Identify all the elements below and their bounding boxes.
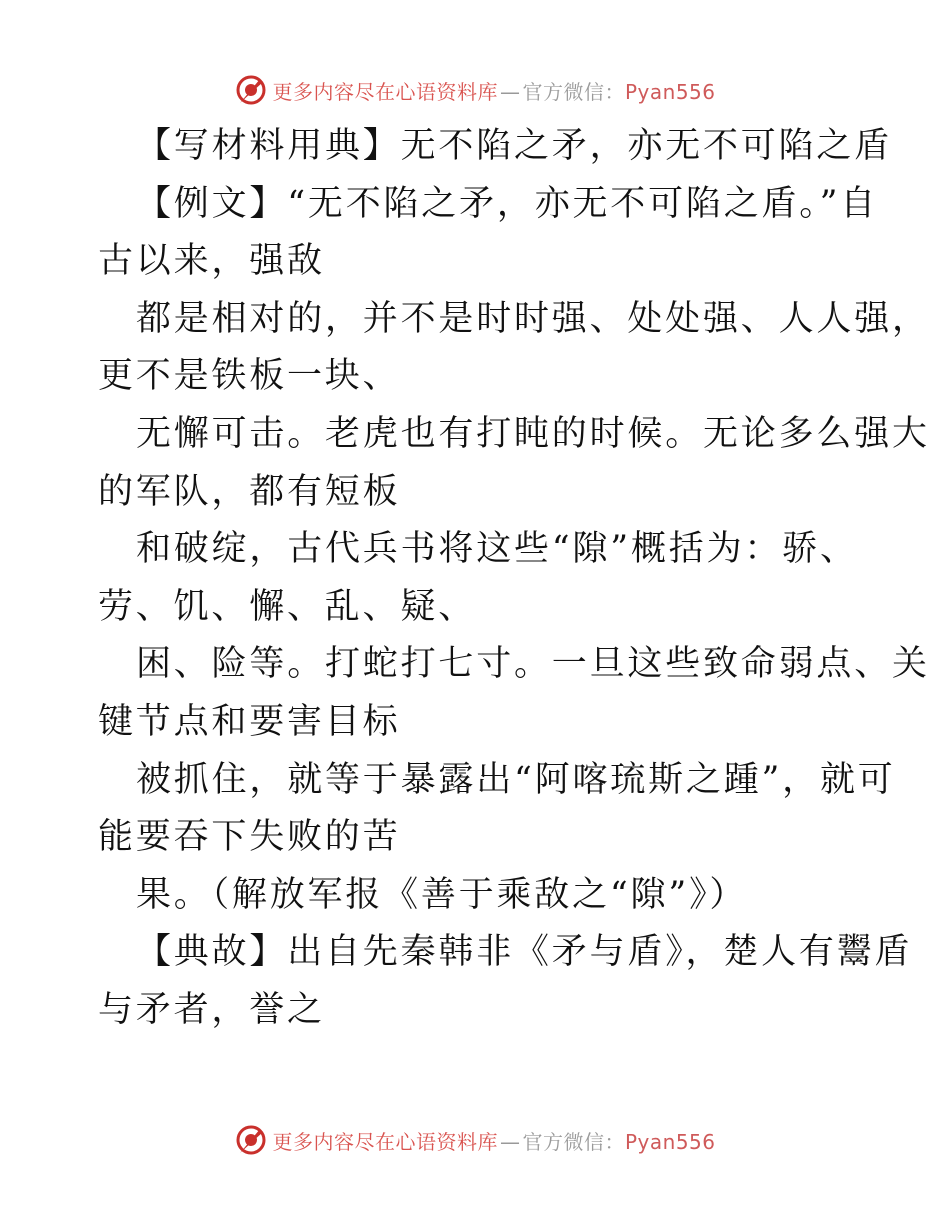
- text-line: 都是相对的，并不是时时强、处处强、人人强，: [136, 298, 930, 339]
- banner-main-text: 更多内容尽在心语资料库: [272, 1129, 498, 1154]
- banner-separator: —: [499, 79, 521, 104]
- document-body: [98, 118, 930, 1040]
- text-line: 和破绽，古代兵书将这些“隙”概括为：骄、: [136, 529, 858, 570]
- text-line: 键节点和要害目标: [98, 701, 401, 742]
- banner-wechat-id: Pyan556: [624, 1129, 716, 1154]
- banner-separator: —: [499, 1129, 521, 1154]
- text-line: 【写材料用典】无不陷之矛，亦无不可陷之盾: [136, 126, 893, 166]
- text-line: 更不是铁板一块、: [98, 356, 401, 397]
- text-line: 劳、饥、懈、乱、疑、: [98, 586, 477, 627]
- banner-wechat-id: Pyan556: [624, 79, 716, 104]
- text-line: 【典故】出自先秦韩非《矛与盾》，楚人有鬻盾: [136, 932, 913, 973]
- quill-logo-icon: [234, 1123, 268, 1157]
- banner-label: 官方微信：: [522, 79, 625, 104]
- text-line: 被抓住，就等于暴露出“阿喀琉斯之踵”，就可: [136, 759, 896, 800]
- text-line: 与矛者，誉之: [98, 989, 325, 1030]
- banner-main-text: 更多内容尽在心语资料库: [272, 79, 498, 104]
- header-banner: [0, 70, 950, 110]
- text-line: 果。（解放军报《善于乘敌之“隙”》）: [136, 874, 748, 915]
- banner-label: 官方微信：: [522, 1129, 625, 1154]
- text-line: 古以来，强敌: [98, 241, 325, 282]
- text-line: 【例文】“无不陷之矛，亦无不可陷之盾。”自: [136, 183, 879, 224]
- text-line: 的军队，都有短板: [98, 471, 401, 512]
- quill-logo-icon: [234, 73, 268, 107]
- text-line: 无懈可击。老虎也有打盹的时候。无论多么强大: [136, 413, 930, 454]
- text-line: 困、险等。打蛇打七寸。一旦这些致命弱点、关: [136, 644, 930, 685]
- text-line: 能要吞下失败的苦: [98, 817, 401, 858]
- footer-banner: [0, 1120, 950, 1160]
